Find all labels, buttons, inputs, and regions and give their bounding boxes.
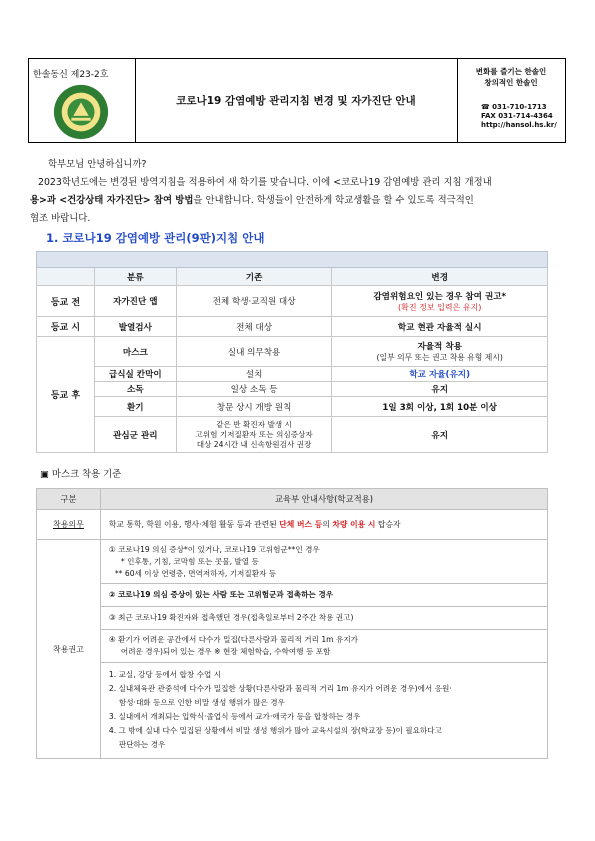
after-note: (일부 의무 또는 권고 착용 유형 제시) [376, 353, 503, 362]
header-contact-cell [457, 59, 565, 142]
recommend-label: 착용권고 [37, 540, 101, 759]
row-before: 전체 학생·교직원 대상 [176, 286, 332, 317]
row-before: 실내 의무착용 [176, 337, 332, 367]
greeting: 학부모님 안녕하십니까? [48, 159, 147, 170]
row-after [332, 286, 548, 317]
recommend-2 [101, 584, 547, 607]
row-after: 유지 [332, 382, 548, 397]
slogan-1: 변화를 즐기는 한솔인 [475, 67, 547, 76]
table-header-row [37, 489, 548, 510]
duty-text-a: 학교 통학, 학원 이용, 행사·체험 활동 등과 관련된 [108, 520, 280, 529]
row-item: 급식실 칸막이 [94, 367, 176, 382]
list-item: 4. 그 밖에 실내 다수 밀집된 상황에서 비말 생성 행위가 많아 교육시설의 장(학교장 등)이 필요하다고 [108, 726, 442, 735]
col-header: 교육부 안내사항(학교적용) [100, 489, 547, 510]
school-url: http://hansol.hs.kr/ [481, 121, 557, 129]
document-title: 코로나19 감염예방 관리지침 변경 및 자가진단 안내 [135, 59, 458, 142]
row-before [176, 417, 332, 453]
duty-text [100, 510, 547, 540]
col-header: 변경 [332, 268, 548, 286]
col-header: 기존 [176, 268, 332, 286]
recommend-row [37, 540, 548, 759]
document-header [28, 58, 566, 143]
table-row [37, 367, 548, 382]
duty-label: 착용의무 [37, 510, 101, 540]
tel-number: ☎ 031-710-1713 [481, 103, 547, 111]
section-2-title: ▣ 마스크 착용 기준 [40, 469, 122, 480]
mask-guideline-table [36, 488, 548, 759]
recommend-1-note-2: ** 60세 이상 연령층, 면역저하자, 기저질환자 등 [114, 569, 277, 578]
list-item: 2. 실내체육관 관중석에 다수가 밀집한 상황(다른사람과 물리적 거리 1m 유지가 어려운 경우)에서 응원· [108, 684, 452, 693]
header-issue-cell [29, 59, 136, 142]
recommend-1 [101, 540, 547, 584]
table-row [37, 417, 548, 453]
row-after [332, 337, 548, 367]
row-after: 1일 3회 이상, 1회 10분 이상 [332, 397, 548, 417]
table-row [37, 286, 548, 317]
table-row [37, 317, 548, 337]
list-item: 3. 실내에서 개최되는 입학식·졸업식 등에서 교가·애국가 등을 합창하는 경우 [108, 712, 361, 721]
intro-line-1: 2023학년도에는 변경된 방역지침을 적용하여 새 학기를 맞습니다. 이에 <코로나19 감염예방 관리 지침 개정내 [38, 177, 492, 188]
row-group: 등교 전 [37, 286, 95, 317]
list-item: 1. 교실, 강당 등에서 합창 수업 시 [108, 670, 222, 679]
recommend-1-note-1: * 인후통, 기침, 코막힘 또는 콧물, 발열 등 [120, 557, 259, 566]
row-item: 자가진단 앱 [94, 286, 176, 317]
after-main: 감염위험요인 있는 경우 참여 권고* [373, 291, 507, 302]
section-1-title: 1. 코로나19 감염예방 관리(9판)지침 안내 [46, 231, 265, 245]
row-after: 학교 현관 자율적 실시 [332, 317, 548, 337]
list-item: 판단하는 경우 [118, 740, 166, 749]
table-header-row [37, 268, 548, 286]
after-main: 자율적 착용 [417, 342, 462, 352]
row-after: 유지 [332, 417, 548, 453]
row-item: 소독 [94, 382, 176, 397]
duty-text-c: 탑승자 [375, 520, 401, 529]
before-line: 대상 24시간 내 신속항원검사 권장 [196, 439, 312, 449]
duty-row [37, 510, 548, 540]
issue-number: 한솔동신 제23-2호 [33, 70, 109, 80]
school-emblem-icon [52, 83, 110, 141]
fax-number: FAX 031-714-4364 [481, 112, 553, 120]
col-header: 구분 [37, 489, 101, 510]
list-item: 함성·대화 등으로 인한 비말 생성 행위가 많은 경우 [118, 698, 285, 707]
table-row [37, 337, 548, 367]
row-before: 일상 소독 등 [176, 382, 332, 397]
duty-text-red-2: 차량 이용 시 [332, 520, 376, 529]
row-group: 등교 시 [37, 317, 95, 337]
before-line: 고위험 기저질환자 또는 의심증상자 [195, 429, 313, 439]
before-line: 같은 반 확진자 발생 시 [216, 419, 292, 429]
table-row [37, 382, 548, 397]
recommend-4 [101, 630, 547, 663]
row-item: 환기 [94, 397, 176, 417]
recommend-4-text-b: 어려운 경우)되어 있는 경우 ※ 현장 체험학습, 수학여행 등 포함 [120, 647, 331, 656]
recommend-content [100, 540, 547, 759]
guideline-change-table [36, 251, 548, 453]
intro-line-2-bold: 용>과 <건강상태 자가진단> 참여 방법 [30, 195, 194, 206]
recommend-list [101, 663, 547, 758]
table-top-band [37, 252, 548, 268]
row-item: 마스크 [94, 337, 176, 367]
row-before: 설치 [176, 367, 332, 382]
intro-line-3: 협조 바랍니다. [30, 213, 91, 224]
row-item: 발열검사 [94, 317, 176, 337]
row-group: 등교 후 [37, 337, 95, 453]
recommend-3 [101, 607, 547, 630]
row-before: 창문 상시 개방 원칙 [176, 397, 332, 417]
duty-text-b: 의 [322, 520, 333, 529]
recommend-2-text: ② 코로나19 의심 증상이 있는 사람 또는 고위험군과 접촉하는 경우 [108, 590, 334, 599]
slogan-2: 창의적인 한솔인 [484, 78, 538, 87]
duty-text-red: 단체 버스 등 [279, 520, 323, 529]
table-row [37, 397, 548, 417]
row-item: 관심군 관리 [94, 417, 176, 453]
recommend-3-text: ③ 최근 코로나19 확진자와 접촉했던 경우(접촉일로부터 2주간 착용 권고) [108, 613, 354, 622]
intro-line-2 [30, 192, 570, 210]
recommend-1-text: ① 코로나19 의심 증상*이 있거나, 코로나19 고위험군**인 경우 [108, 545, 320, 554]
after-note: (확진 정보 입력은 유지) [397, 302, 482, 312]
col-header: 분류 [94, 268, 176, 286]
recommend-4-text-a: ④ 환기가 어려운 공간에서 다수가 밀집(다른사람과 물리적 거리 1m 유지가 [108, 635, 358, 644]
intro-line-2-rest: 을 안내합니다. 학생들이 안전하게 학교생활을 할 수 있도록 적극적인 [193, 195, 474, 206]
row-after: 학교 자율(유지) [332, 367, 548, 382]
row-before: 전체 대상 [176, 317, 332, 337]
